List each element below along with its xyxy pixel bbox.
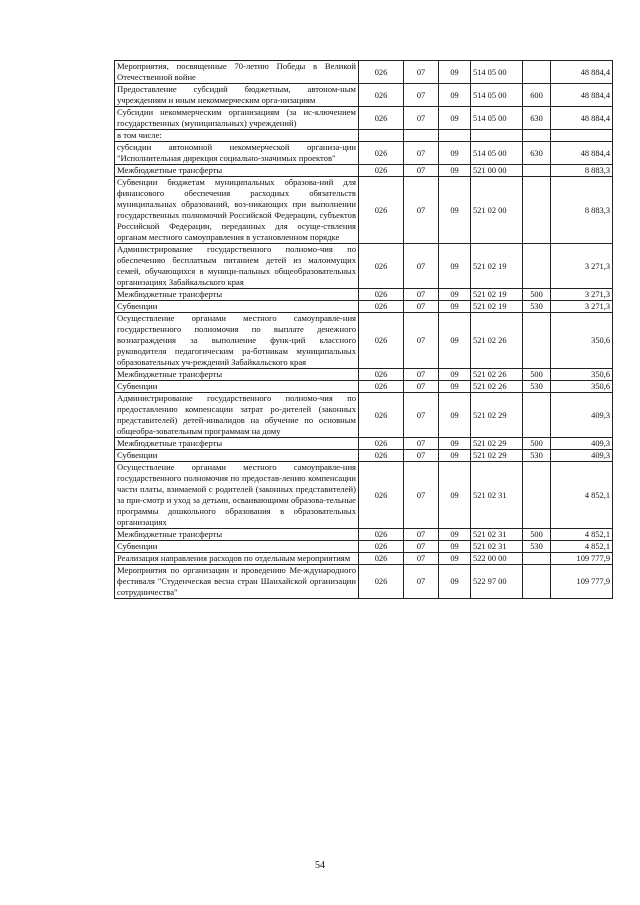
expense-type-code: 530 [523,381,551,393]
admin-code: 026 [359,565,404,599]
amount: 3 271,3 [551,289,613,301]
item-name: Мероприятия по организации и проведению Ме-ждународного фестиваля "Студенческая весна стран Шанхайской организации сотрудничества" [115,565,359,599]
target-article-code: 521 02 31 [471,529,523,541]
amount: 4 852,1 [551,529,613,541]
target-article-code: 522 00 00 [471,553,523,565]
subsection-code: 09 [439,301,471,313]
table-row [115,130,613,142]
admin-code: 026 [359,244,404,289]
target-article-code: 521 02 19 [471,301,523,313]
subsection-code: 09 [439,84,471,107]
section-code: 07 [404,165,439,177]
expense-type-code: 500 [523,369,551,381]
admin-code: 026 [359,301,404,313]
subsection-code: 09 [439,565,471,599]
table-row [115,381,613,393]
admin-code: 026 [359,107,404,130]
admin-code: 026 [359,61,404,84]
subsection-code: 09 [439,450,471,462]
admin-code [359,130,404,142]
table-row [115,177,613,244]
table-row [115,462,613,529]
section-code: 07 [404,553,439,565]
expense-type-code [523,462,551,529]
item-name: Реализация направления расходов по отдельным мероприятиям [115,553,359,565]
item-name: субсидии автономной некоммерческой организа-ции "Исполнительная дирекция социально-значимых проектов" [115,142,359,165]
item-name: Субвенции [115,381,359,393]
expense-type-code [523,61,551,84]
item-name: Межбюджетные трансферты [115,529,359,541]
target-article-code: 514 05 00 [471,61,523,84]
item-name: Субвенции [115,450,359,462]
expense-type-code [523,165,551,177]
item-name: Межбюджетные трансферты [115,165,359,177]
amount: 409,3 [551,450,613,462]
subsection-code: 09 [439,553,471,565]
table-row [115,438,613,450]
section-code: 07 [404,84,439,107]
target-article-code: 521 02 26 [471,369,523,381]
admin-code: 026 [359,462,404,529]
target-article-code: 521 02 31 [471,462,523,529]
target-article-code: 514 05 00 [471,107,523,130]
expense-type-code: 530 [523,301,551,313]
section-code: 07 [404,177,439,244]
admin-code: 026 [359,165,404,177]
amount: 3 271,3 [551,244,613,289]
amount: 4 852,1 [551,462,613,529]
target-article-code: 521 02 29 [471,438,523,450]
table-row [115,541,613,553]
expense-type-code: 500 [523,529,551,541]
target-article-code: 521 02 29 [471,450,523,462]
section-code: 07 [404,289,439,301]
section-code: 07 [404,462,439,529]
target-article-code: 521 02 31 [471,541,523,553]
subsection-code: 09 [439,529,471,541]
admin-code: 026 [359,84,404,107]
amount: 48 884,4 [551,84,613,107]
subsection-code: 09 [439,393,471,438]
table-row [115,142,613,165]
table-row [115,301,613,313]
table-row [115,107,613,130]
section-code: 07 [404,313,439,369]
expense-type-code: 600 [523,84,551,107]
subsection-code: 09 [439,381,471,393]
subsection-code: 09 [439,165,471,177]
section-code: 07 [404,438,439,450]
amount: 350,6 [551,369,613,381]
subsection-code: 09 [439,107,471,130]
table-row [115,289,613,301]
expense-type-code [523,177,551,244]
item-name: Межбюджетные трансферты [115,369,359,381]
expense-type-code: 530 [523,450,551,462]
amount: 4 852,1 [551,541,613,553]
amount: 109 777,9 [551,553,613,565]
target-article-code: 521 02 26 [471,381,523,393]
expense-type-code: 500 [523,289,551,301]
section-code: 07 [404,393,439,438]
expense-type-code [523,130,551,142]
table-row [115,393,613,438]
admin-code: 026 [359,450,404,462]
admin-code: 026 [359,438,404,450]
target-article-code: 521 00 00 [471,165,523,177]
item-name: Осуществление органами местного самоуправле-ния государственного полномочия по предостав-лению компенсации части платы, взимаемой с родителей (законных представителей) за при-смотр и уход за детьми, осваивающими образова-тельные программы дошкольного образования в образовательных организациях [115,462,359,529]
section-code: 07 [404,107,439,130]
amount: 109 777,9 [551,565,613,599]
subsection-code: 09 [439,438,471,450]
section-code: 07 [404,61,439,84]
expense-type-code [523,565,551,599]
amount: 8 883,3 [551,165,613,177]
item-name: в том числе: [115,130,359,142]
admin-code: 026 [359,529,404,541]
table-row [115,553,613,565]
table-row [115,61,613,84]
amount: 409,3 [551,393,613,438]
table-row [115,84,613,107]
admin-code: 026 [359,142,404,165]
amount: 409,3 [551,438,613,450]
section-code: 07 [404,244,439,289]
expense-type-code [523,553,551,565]
target-article-code: 522 97 00 [471,565,523,599]
section-code: 07 [404,142,439,165]
section-code: 07 [404,381,439,393]
item-name: Администрирование государственного полномо-чия по обеспечению бесплатным питанием детей из малоимущих семей, обучающихся в муници-пальных общеобразовательных организациях Забайкальского края [115,244,359,289]
section-code: 07 [404,369,439,381]
page-number: 54 [315,860,325,871]
expense-type-code: 530 [523,541,551,553]
item-name: Субсидии некоммерческим организациям (за ис-ключением государственных (муниципальных) учреждений) [115,107,359,130]
subsection-code [439,130,471,142]
amount: 48 884,4 [551,61,613,84]
item-name: Субвенции [115,541,359,553]
target-article-code [471,130,523,142]
item-name: Предоставление субсидий бюджетным, автоном-ным учреждениям и иным некоммерческим орга-низациям [115,84,359,107]
amount [551,130,613,142]
subsection-code: 09 [439,369,471,381]
amount: 8 883,3 [551,177,613,244]
section-code [404,130,439,142]
table-row [115,450,613,462]
subsection-code: 09 [439,462,471,529]
expense-type-code: 500 [523,438,551,450]
admin-code: 026 [359,289,404,301]
amount: 48 884,4 [551,142,613,165]
amount: 3 271,3 [551,301,613,313]
admin-code: 026 [359,177,404,244]
admin-code: 026 [359,313,404,369]
target-article-code: 521 02 19 [471,289,523,301]
admin-code: 026 [359,369,404,381]
subsection-code: 09 [439,541,471,553]
section-code: 07 [404,541,439,553]
target-article-code: 521 02 26 [471,313,523,369]
table-row [115,369,613,381]
table-row [115,244,613,289]
subsection-code: 09 [439,177,471,244]
budget-table [114,60,613,599]
amount: 350,6 [551,381,613,393]
expense-type-code [523,393,551,438]
item-name: Администрирование государственного полномо-чия по предоставлению компенсации затрат ро-дителей (законных представителей) детей-инвалидов на обучение по основным общеобра-зовательным программам на дому [115,393,359,438]
section-code: 07 [404,565,439,599]
admin-code: 026 [359,541,404,553]
table-row [115,529,613,541]
target-article-code: 521 02 29 [471,393,523,438]
expense-type-code [523,244,551,289]
subsection-code: 09 [439,289,471,301]
amount: 350,6 [551,313,613,369]
item-name: Субвенции бюджетам муниципальных образова-ний для финансового обеспечения расходных обязательств муниципальных образований, воз-никающих при выполнении государственных полномочий Российской Федерации, субъектов Российской Федерации, переданных для осуще-ствления органам местного самоуправления в установленном порядке [115,177,359,244]
target-article-code: 514 05 00 [471,142,523,165]
subsection-code: 09 [439,61,471,84]
subsection-code: 09 [439,313,471,369]
table-row [115,313,613,369]
subsection-code: 09 [439,142,471,165]
amount: 48 884,4 [551,107,613,130]
table-row [115,565,613,599]
item-name: Осуществление органами местного самоуправле-ния государственного полномочия по выплате денежного вознаграждения за выполнение функ-ций классного руководителя педагогическим ра-ботникам муниципальных образовательных уч-реждений Забайкальского края [115,313,359,369]
target-article-code: 521 02 19 [471,244,523,289]
section-code: 07 [404,301,439,313]
target-article-code: 514 05 00 [471,84,523,107]
section-code: 07 [404,450,439,462]
item-name: Субвенции [115,301,359,313]
item-name: Мероприятия, посвященные 70-летию Победы в Великой Отечественной войне [115,61,359,84]
subsection-code: 09 [439,244,471,289]
item-name: Межбюджетные трансферты [115,289,359,301]
admin-code: 026 [359,393,404,438]
item-name: Межбюджетные трансферты [115,438,359,450]
section-code: 07 [404,529,439,541]
admin-code: 026 [359,553,404,565]
expense-type-code: 630 [523,142,551,165]
target-article-code: 521 02 00 [471,177,523,244]
table-body [115,61,613,599]
expense-type-code [523,313,551,369]
expense-type-code: 630 [523,107,551,130]
table-row [115,165,613,177]
admin-code: 026 [359,381,404,393]
